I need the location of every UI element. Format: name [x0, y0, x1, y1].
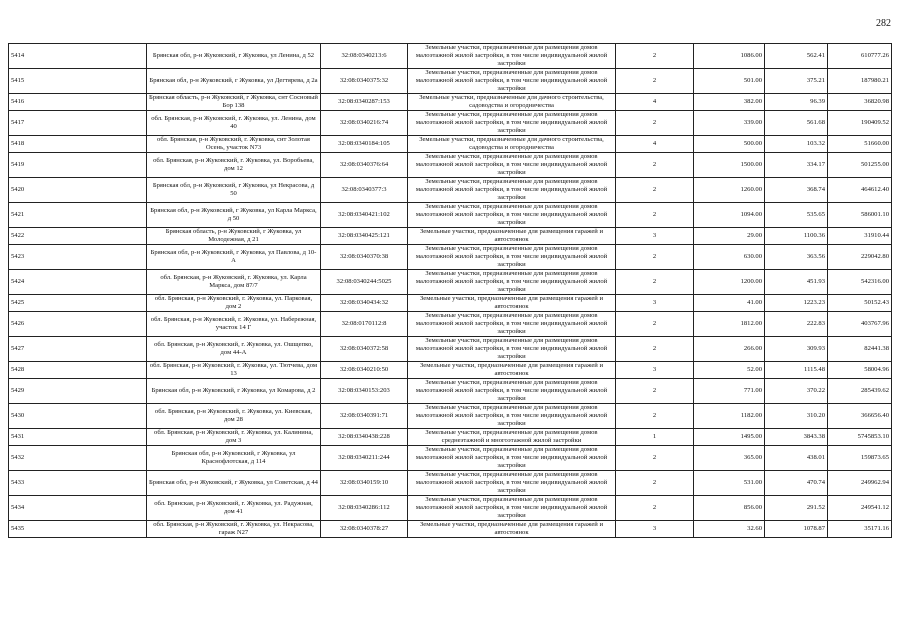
table-row [9, 228, 892, 245]
address-cell: Брянская область, р-н Жуковский, г Жуковка, снт Сосновый Бор 138 [147, 94, 321, 111]
row-number-cell: 5429 [9, 379, 147, 404]
table-row [9, 429, 892, 446]
land-use-cell: Земельные участки, предназначенные для размещения гаражей и автостоянок [408, 228, 616, 245]
area-cell: 501.00 [694, 69, 765, 94]
specific-value-cell: 96.39 [765, 94, 828, 111]
table-row [9, 136, 892, 153]
use-group-cell: 4 [616, 94, 694, 111]
table-row [9, 521, 892, 538]
specific-value-cell: 438.01 [765, 446, 828, 471]
table-row [9, 496, 892, 521]
cadastral-value-cell: 464612.40 [828, 178, 892, 203]
cadastral-number-cell: 32:08:0340421:102 [321, 203, 408, 228]
specific-value-cell: 309.93 [765, 337, 828, 362]
area-cell: 266.00 [694, 337, 765, 362]
specific-value-cell: 561.68 [765, 111, 828, 136]
address-cell: обл. Брянская, р-н Жуковский, г. Жуковка, ул. Радужная, дом 41 [147, 496, 321, 521]
row-number-cell: 5419 [9, 153, 147, 178]
land-use-cell: Земельные участки, предназначенные для размещения домов малоэтажной жилой застройки, в том числе индивидуальной жилой застройки [408, 203, 616, 228]
land-use-cell: Земельные участки, предназначенные для размещения домов малоэтажной жилой застройки, в том числе индивидуальной жилой застройки [408, 270, 616, 295]
address-cell: обл. Брянская, р-н Жуковский, г. Жуковка, ул. Тютчева, дом 13 [147, 362, 321, 379]
row-number-cell: 5426 [9, 312, 147, 337]
specific-value-cell: 363.56 [765, 245, 828, 270]
row-number-cell: 5421 [9, 203, 147, 228]
land-use-cell: Земельные участки, предназначенные для размещения домов малоэтажной жилой застройки, в том числе индивидуальной жилой застройки [408, 153, 616, 178]
row-number-cell: 5435 [9, 521, 147, 538]
cadastral-value-cell: 542316.00 [828, 270, 892, 295]
table-row [9, 295, 892, 312]
row-number-cell: 5432 [9, 446, 147, 471]
row-number-cell: 5434 [9, 496, 147, 521]
cadastral-value-cell: 610777.26 [828, 44, 892, 69]
cadastral-number-cell: 32:08:0340153:203 [321, 379, 408, 404]
use-group-cell: 1 [616, 429, 694, 446]
table-row [9, 178, 892, 203]
table-row [9, 94, 892, 111]
use-group-cell: 3 [616, 521, 694, 538]
address-cell: обл. Брянская, р-н Жуковский, г. Жуковка, ул. Киевская, дом 28 [147, 404, 321, 429]
row-number-cell: 5424 [9, 270, 147, 295]
land-use-cell: Земельные участки, предназначенные для дачного строительства, садоводства и огородничества [408, 94, 616, 111]
row-number-cell: 5415 [9, 69, 147, 94]
cadastral-number-cell: 32:08:0340210:50 [321, 362, 408, 379]
land-use-cell: Земельные участки, предназначенные для размещения домов малоэтажной жилой застройки, в том числе индивидуальной жилой застройки [408, 69, 616, 94]
cadastral-number-cell: 32:08:0340184:105 [321, 136, 408, 153]
cadastral-number-cell: 32:08:0340213:6 [321, 44, 408, 69]
cadastral-value-cell: 190409.52 [828, 111, 892, 136]
land-use-cell: Земельные участки, предназначенные для размещения гаражей и автостоянок [408, 362, 616, 379]
row-number-cell: 5422 [9, 228, 147, 245]
cadastral-number-cell: 32:08:0340391:71 [321, 404, 408, 429]
land-use-cell: Земельные участки, предназначенные для размещения гаражей и автостоянок [408, 521, 616, 538]
address-cell: обл. Брянская, р-н Жуковский, г. Жуковка, ул. Ошщепко, дом 44-А [147, 337, 321, 362]
cadastral-value-cell: 58004.96 [828, 362, 892, 379]
specific-value-cell: 222.83 [765, 312, 828, 337]
land-registry-table [8, 43, 892, 538]
use-group-cell: 2 [616, 111, 694, 136]
cadastral-number-cell: 32:08:0340376:64 [321, 153, 408, 178]
land-use-cell: Земельные участки, предназначенные для размещения домов малоэтажной жилой застройки, в том числе индивидуальной жилой застройки [408, 379, 616, 404]
address-cell: обл. Брянская, р-н Жуковский, г. Жуковка, ул. Ленина, дом 40 [147, 111, 321, 136]
cadastral-value-cell: 51660.00 [828, 136, 892, 153]
area-cell: 1260.00 [694, 178, 765, 203]
specific-value-cell: 334.17 [765, 153, 828, 178]
cadastral-number-cell: 32:08:0340211:244 [321, 446, 408, 471]
area-cell: 1094.00 [694, 203, 765, 228]
cadastral-number-cell: 32:08:0340370:38 [321, 245, 408, 270]
area-cell: 500.00 [694, 136, 765, 153]
land-use-cell: Земельные участки, предназначенные для размещения домов малоэтажной жилой застройки, в том числе индивидуальной жилой застройки [408, 471, 616, 496]
address-cell: Брянская обл, р-н Жуковский, г Жуковка, ул Краснофлотская, д 114 [147, 446, 321, 471]
table-row [9, 111, 892, 136]
land-use-cell: Земельные участки, предназначенные для размещения домов малоэтажной жилой застройки, в том числе индивидуальной жилой застройки [408, 312, 616, 337]
cadastral-number-cell: 32:08:0340375:32 [321, 69, 408, 94]
use-group-cell: 2 [616, 69, 694, 94]
cadastral-number-cell: 32:08:0340286:112 [321, 496, 408, 521]
specific-value-cell: 310.20 [765, 404, 828, 429]
land-use-cell: Земельные участки, предназначенные для размещения домов малоэтажной жилой застройки, в том числе индивидуальной жилой застройки [408, 44, 616, 69]
row-number-cell: 5416 [9, 94, 147, 111]
row-number-cell: 5430 [9, 404, 147, 429]
land-use-cell: Земельные участки, предназначенные для размещения гаражей и автостоянок [408, 295, 616, 312]
row-number-cell: 5418 [9, 136, 147, 153]
area-cell: 630.00 [694, 245, 765, 270]
land-use-cell: Земельные участки, предназначенные для размещения домов малоэтажной жилой застройки, в том числе индивидуальной жилой застройки [408, 496, 616, 521]
use-group-cell: 2 [616, 496, 694, 521]
area-cell: 856.00 [694, 496, 765, 521]
cadastral-value-cell: 249962.94 [828, 471, 892, 496]
cadastral-value-cell: 50152.43 [828, 295, 892, 312]
table-row [9, 362, 892, 379]
cadastral-value-cell: 36820.98 [828, 94, 892, 111]
specific-value-cell: 103.32 [765, 136, 828, 153]
specific-value-cell: 291.52 [765, 496, 828, 521]
address-cell: обл. Брянская, р-н Жуковский, г. Жуковка, ул. Набережная, участок 14 Г [147, 312, 321, 337]
cadastral-value-cell: 5745853.10 [828, 429, 892, 446]
row-number-cell: 5428 [9, 362, 147, 379]
land-use-cell: Земельные участки, предназначенные для размещения домов малоэтажной жилой застройки, в том числе индивидуальной жилой застройки [408, 178, 616, 203]
area-cell: 365.00 [694, 446, 765, 471]
cadastral-number-cell: 32:08:0340159:10 [321, 471, 408, 496]
address-cell: Брянская обл, р-н Жуковский, г Жуковка, ул Ленина, д 52 [147, 44, 321, 69]
specific-value-cell: 535.65 [765, 203, 828, 228]
cadastral-number-cell: 32:08:0340434:32 [321, 295, 408, 312]
area-cell: 1086.00 [694, 44, 765, 69]
specific-value-cell: 368.74 [765, 178, 828, 203]
address-cell: обл. Брянская, р-н Жуковский, г. Жуковка, ул. Карла Маркса, дом 87/7 [147, 270, 321, 295]
cadastral-value-cell: 229042.80 [828, 245, 892, 270]
cadastral-value-cell: 403767.96 [828, 312, 892, 337]
area-cell: 1182.00 [694, 404, 765, 429]
use-group-cell: 3 [616, 362, 694, 379]
row-number-cell: 5420 [9, 178, 147, 203]
row-number-cell: 5425 [9, 295, 147, 312]
row-number-cell: 5423 [9, 245, 147, 270]
table-row [9, 404, 892, 429]
cadastral-value-cell: 82441.38 [828, 337, 892, 362]
row-number-cell: 5433 [9, 471, 147, 496]
cadastral-value-cell: 586001.10 [828, 203, 892, 228]
address-cell: обл. Брянская, р-н Жуковский, г. Жуковка, снт Золотая Осень, участок N73 [147, 136, 321, 153]
area-cell: 32.60 [694, 521, 765, 538]
cadastral-value-cell: 31910.44 [828, 228, 892, 245]
cadastral-number-cell: 32:08:0340438:228 [321, 429, 408, 446]
cadastral-number-cell: 32:08:0340425:121 [321, 228, 408, 245]
address-cell: Брянская обл, р-н Жуковский, г Жуковка, ул Советская, д 44 [147, 471, 321, 496]
cadastral-value-cell: 501255.00 [828, 153, 892, 178]
land-use-cell: Земельные участки, предназначенные для дачного строительства, садоводства и огородничества [408, 136, 616, 153]
table-row [9, 153, 892, 178]
specific-value-cell: 375.21 [765, 69, 828, 94]
area-cell: 1500.00 [694, 153, 765, 178]
cadastral-value-cell: 285439.62 [828, 379, 892, 404]
specific-value-cell: 1078.87 [765, 521, 828, 538]
row-number-cell: 5417 [9, 111, 147, 136]
row-number-cell: 5414 [9, 44, 147, 69]
specific-value-cell: 1100.36 [765, 228, 828, 245]
specific-value-cell: 3843.38 [765, 429, 828, 446]
area-cell: 41.00 [694, 295, 765, 312]
cadastral-number-cell: 32:08:0340244:5025 [321, 270, 408, 295]
cadastral-value-cell: 366656.40 [828, 404, 892, 429]
use-group-cell: 2 [616, 312, 694, 337]
land-use-cell: Земельные участки, предназначенные для размещения домов малоэтажной жилой застройки, в том числе индивидуальной жилой застройки [408, 111, 616, 136]
use-group-cell: 3 [616, 295, 694, 312]
cadastral-value-cell: 187980.21 [828, 69, 892, 94]
specific-value-cell: 470.74 [765, 471, 828, 496]
address-cell: Брянская обл, р-н Жуковский, г Жуковка, ул Некрасова, д 50 [147, 178, 321, 203]
table-row [9, 203, 892, 228]
cadastral-value-cell: 249541.12 [828, 496, 892, 521]
cadastral-number-cell: 32:08:0340377:3 [321, 178, 408, 203]
table-row [9, 44, 892, 69]
table-row [9, 446, 892, 471]
area-cell: 382.00 [694, 94, 765, 111]
use-group-cell: 2 [616, 337, 694, 362]
area-cell: 1812.00 [694, 312, 765, 337]
address-cell: Брянская обл, р-н Жуковский, г Жуковка, ул Павлова, д 10-А [147, 245, 321, 270]
address-cell: обл. Брянская, р-н Жуковский, г. Жуковка, ул. Калинина, дом 3 [147, 429, 321, 446]
use-group-cell: 2 [616, 270, 694, 295]
use-group-cell: 2 [616, 203, 694, 228]
table-row [9, 312, 892, 337]
land-use-cell: Земельные участки, предназначенные для размещения домов малоэтажной жилой застройки, в том числе индивидуальной жилой застройки [408, 245, 616, 270]
cadastral-number-cell: 32:08:0340372:58 [321, 337, 408, 362]
address-cell: Брянская обл, р-н Жуковский, г Жуковка, ул Дегтярева, д 2а [147, 69, 321, 94]
land-use-cell: Земельные участки, предназначенные для размещения домов малоэтажной жилой застройки, в том числе индивидуальной жилой застройки [408, 446, 616, 471]
address-cell: Брянская обл, р-н Жуковский, г Жуковка, ул Карла Маркса, д 50 [147, 203, 321, 228]
specific-value-cell: 370.22 [765, 379, 828, 404]
page-number: 282 [876, 18, 891, 29]
address-cell: Брянская обл, р-н Жуковский, г Жуковка, ул Комарова, д 2 [147, 379, 321, 404]
use-group-cell: 2 [616, 153, 694, 178]
specific-value-cell: 1223.23 [765, 295, 828, 312]
table-row [9, 471, 892, 496]
use-group-cell: 2 [616, 178, 694, 203]
cadastral-number-cell: 32:08:0340287:153 [321, 94, 408, 111]
use-group-cell: 2 [616, 404, 694, 429]
use-group-cell: 2 [616, 446, 694, 471]
registry-body [9, 44, 892, 538]
use-group-cell: 4 [616, 136, 694, 153]
cadastral-number-cell: 32:08:0340378:27 [321, 521, 408, 538]
table-row [9, 270, 892, 295]
row-number-cell: 5431 [9, 429, 147, 446]
table-row [9, 337, 892, 362]
table-row [9, 379, 892, 404]
use-group-cell: 2 [616, 245, 694, 270]
address-cell: Брянская область, р-н Жуковский, г Жуковка, ул Молодежная, д 21 [147, 228, 321, 245]
area-cell: 29.00 [694, 228, 765, 245]
row-number-cell: 5427 [9, 337, 147, 362]
address-cell: обл. Брянская, р-н Жуковский, г. Жуковка, ул. Парковая, дом 2 [147, 295, 321, 312]
area-cell: 771.00 [694, 379, 765, 404]
area-cell: 339.00 [694, 111, 765, 136]
use-group-cell: 3 [616, 228, 694, 245]
land-use-cell: Земельные участки, предназначенные для размещения домов малоэтажной жилой застройки, в том числе индивидуальной жилой застройки [408, 337, 616, 362]
land-use-cell: Земельные участки, предназначенные для размещения домов малоэтажной жилой застройки, в том числе индивидуальной жилой застройки [408, 404, 616, 429]
address-cell: обл. Брянская, р-н Жуковский, г. Жуковка, ул. Воробьева, дом 12 [147, 153, 321, 178]
use-group-cell: 2 [616, 379, 694, 404]
land-use-cell: Земельные участки, предназначенные для размещения домов среднеэтажной и многоэтажной жилой застройки [408, 429, 616, 446]
specific-value-cell: 562.41 [765, 44, 828, 69]
cadastral-number-cell: 32:08:0170112:8 [321, 312, 408, 337]
area-cell: 1200.00 [694, 270, 765, 295]
table-row [9, 69, 892, 94]
use-group-cell: 2 [616, 471, 694, 496]
address-cell: обл. Брянская, р-н Жуковский, г. Жуковка, ул. Некрасова, гараж N27 [147, 521, 321, 538]
area-cell: 531.00 [694, 471, 765, 496]
table-row [9, 245, 892, 270]
area-cell: 52.00 [694, 362, 765, 379]
cadastral-value-cell: 35171.16 [828, 521, 892, 538]
cadastral-value-cell: 159873.65 [828, 446, 892, 471]
area-cell: 1495.00 [694, 429, 765, 446]
use-group-cell: 2 [616, 44, 694, 69]
specific-value-cell: 451.93 [765, 270, 828, 295]
cadastral-number-cell: 32:08:0340216:74 [321, 111, 408, 136]
specific-value-cell: 1115.48 [765, 362, 828, 379]
